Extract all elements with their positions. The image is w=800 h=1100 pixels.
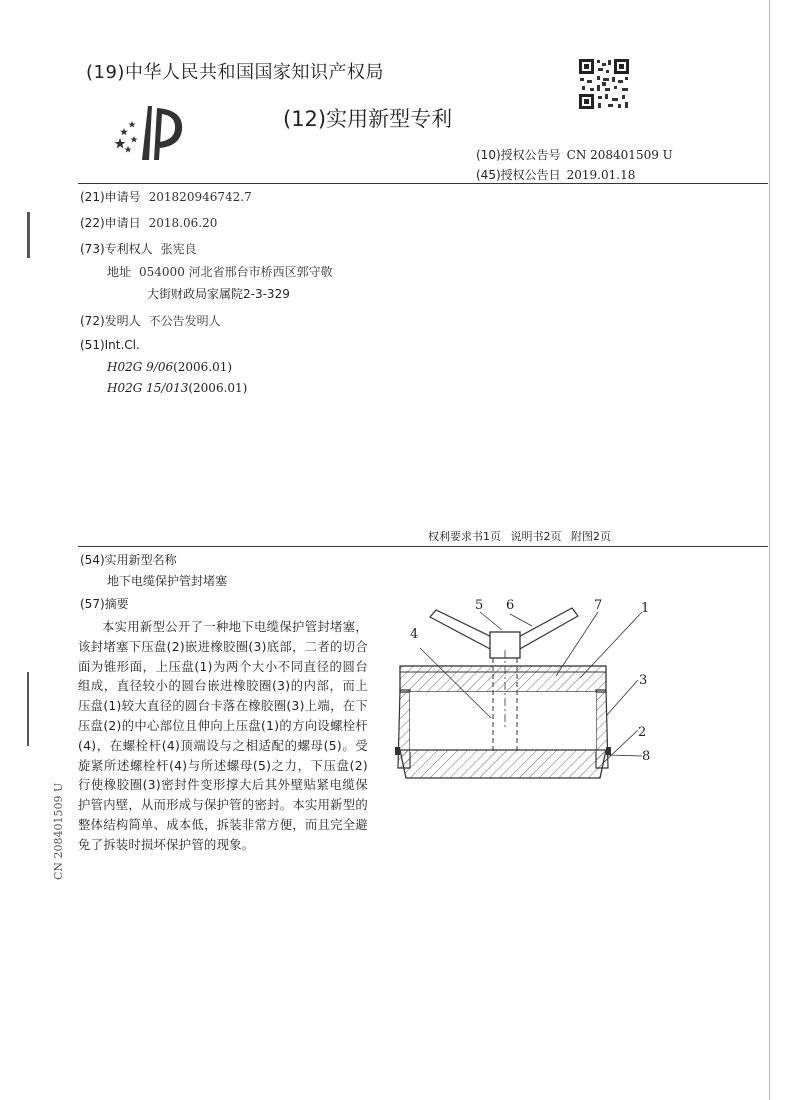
address-line1: 054000 河北省邢台市桥西区郭守敬 bbox=[139, 265, 333, 279]
abstract-label: (57)摘要 bbox=[80, 597, 129, 611]
qr-code-icon bbox=[578, 58, 630, 110]
leader-line bbox=[510, 614, 532, 626]
page-counts: 权利要求书1页 说明书2页 附图2页 bbox=[428, 530, 611, 543]
figure-label: 1 bbox=[641, 601, 650, 616]
ipc-label: (51)Int.Cl. bbox=[80, 338, 140, 352]
office-name: (19)中华人民共和国国家知识产权局 bbox=[86, 62, 384, 83]
figure-label: 7 bbox=[594, 598, 603, 613]
address-line2: 大街财政局家属院2-3-329 bbox=[147, 287, 290, 301]
ipc-code: H02G 9/06 bbox=[107, 360, 174, 374]
handle-left bbox=[430, 610, 498, 650]
inventor-label: (72)发明人 bbox=[80, 314, 141, 328]
scan-mark bbox=[27, 212, 30, 258]
ipc-version: (2006.01) bbox=[173, 360, 233, 374]
seal-tab-left bbox=[395, 747, 400, 755]
ipc-classification bbox=[107, 381, 247, 395]
utility-model-title: 地下电缆保护管封堵塞 bbox=[107, 574, 228, 588]
inventor bbox=[80, 312, 221, 329]
address-label: 地址 bbox=[107, 265, 132, 279]
document-type-title: (12)实用新型专利 bbox=[283, 107, 453, 131]
filing-date-value: 2018.06.20 bbox=[148, 216, 218, 230]
figure-label: 4 bbox=[410, 627, 419, 642]
lower-plate bbox=[400, 750, 606, 778]
inventor-value: 不公告发明人 bbox=[148, 314, 221, 328]
filing-date-label: (22)申请日 bbox=[80, 216, 141, 230]
pub-number: CN 208401509 U bbox=[566, 148, 673, 162]
patentee-label: (73)专利权人 bbox=[80, 242, 153, 256]
figure-label: 8 bbox=[642, 749, 651, 764]
leader-line bbox=[580, 612, 642, 678]
application-number bbox=[80, 188, 252, 205]
utility-model-name-label: (54)实用新型名称 bbox=[80, 553, 177, 567]
abstract-text: 本实用新型公开了一种地下电缆保护管封堵塞，该封堵塞下压盘(2)嵌进橡胶圈(3)底部，二者的切合面为锥形面，上压盘(1)为两个大小不同直径的圆台组成，直径较小的圆台嵌进橡胶圈(3)的内部，而上压盘(1)较大直径的圆台卡落在橡胶圈(3)上端，在下压盘(2)的中心部位且伸向上压盘(1)的方向设螺栓杆(4)，在螺栓杆(4)顶端设与之相适配的螺母(5)。受旋紧所述螺栓杆(4)与所述螺母(5)之力，下压盘(2)行使橡胶圈(3)密封件变形撑大后其外壁贴紧电缆保护管内壁，从而形成与保护管的密封。本实用新型的整体结构简单、成本低，拆装非常方便，而且完全避免了拆装时损坏保护管的现象。 bbox=[78, 620, 368, 852]
seal-tab-right bbox=[606, 747, 611, 755]
pub-number-row bbox=[476, 145, 673, 165]
upper-plate bbox=[400, 666, 606, 692]
ipc-classification bbox=[107, 360, 232, 374]
pub-number-label: (10)授权公告号 bbox=[476, 148, 561, 162]
application-number-value: 201820946742.7 bbox=[148, 190, 252, 204]
figure-label: 6 bbox=[506, 598, 515, 613]
header-divider bbox=[78, 183, 768, 184]
cnipa-logo-icon bbox=[112, 102, 190, 164]
right-margin-line bbox=[769, 0, 770, 1100]
ipc-code: H02G 15/013 bbox=[107, 381, 189, 395]
figure-label: 3 bbox=[639, 673, 648, 688]
filing-date bbox=[80, 214, 217, 231]
inner-cavity bbox=[410, 692, 596, 752]
figure-label: 5 bbox=[475, 598, 484, 613]
figure-label: 2 bbox=[638, 725, 647, 740]
pub-date-row bbox=[476, 165, 673, 185]
patentee-value: 张宪良 bbox=[160, 242, 197, 256]
handle-right bbox=[513, 608, 578, 650]
scan-mark bbox=[27, 672, 29, 746]
section-divider bbox=[78, 546, 768, 547]
address bbox=[107, 263, 333, 280]
publication-info bbox=[476, 145, 673, 185]
leader-line bbox=[608, 755, 642, 756]
application-number-label: (21)申请号 bbox=[80, 190, 141, 204]
pub-date: 2019.01.18 bbox=[566, 168, 636, 182]
ipc-version: (2006.01) bbox=[188, 381, 248, 395]
side-publication-number: CN 208401509 U bbox=[52, 782, 65, 880]
pub-date-label: (45)授权公告日 bbox=[476, 168, 561, 182]
technical-drawing bbox=[380, 590, 660, 790]
leader-line bbox=[480, 612, 502, 630]
patentee bbox=[80, 240, 197, 257]
leader-line bbox=[606, 680, 638, 716]
